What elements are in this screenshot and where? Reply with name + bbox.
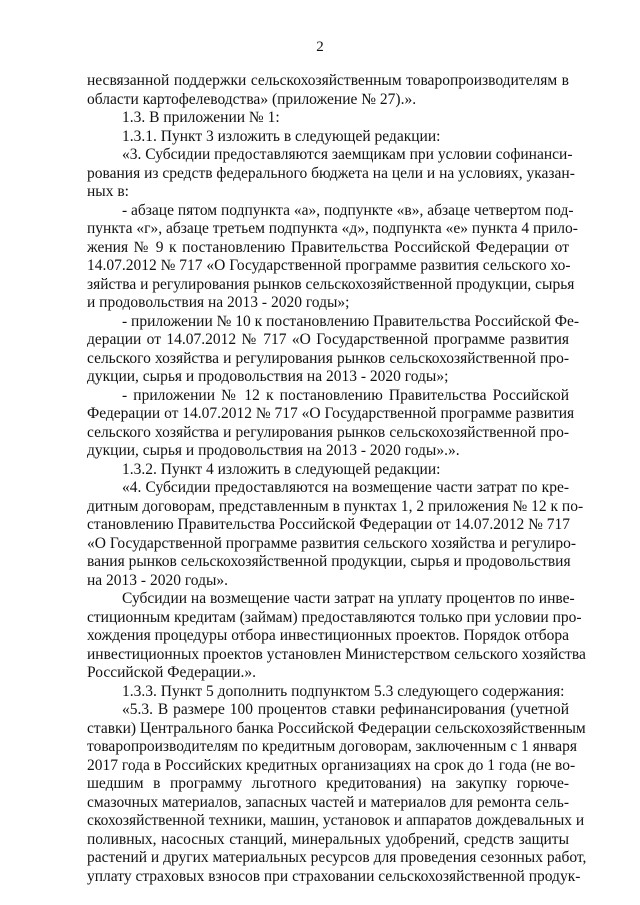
text-line: ных в: xyxy=(87,183,129,200)
text-line: жения № 9 к постановлению Правительства Российской Федерации от xyxy=(87,238,569,256)
text-line: смазочных материалов, запасных частей и материалов для ремонта сель- xyxy=(87,793,569,811)
page-number: 2 xyxy=(316,39,324,55)
text-line: и продовольствия на 2013 - 2020 годы»; xyxy=(87,294,350,311)
text-line: 1.3.1. Пункт 3 изложить в следующей редакции: xyxy=(122,127,441,145)
text-line: несвязанной поддержки сельскохозяйственным товаропроизводителям в xyxy=(87,72,569,89)
text-line: 2017 года в Российских кредитных организациях на срок до 1 года (не во- xyxy=(87,756,576,774)
text-line: пункта «г», абзаце третьем подпункта «д», подпункта «е» пункта 4 прило- xyxy=(87,220,578,237)
text-line: стиционным кредитам (займам) предоставляются только при условии про- xyxy=(87,608,582,626)
text-line: дукции, сырья и продовольствия на 2013 - 2020 годы».». xyxy=(87,442,460,459)
text-line: сельского хозяйства и регулирования рынков сельскохозяйственной про- xyxy=(87,349,569,367)
text-line: 14.07.2012 № 717 «О Государственной программе развития сельского хо- xyxy=(87,257,571,274)
text-line: уплату страховых взносов при страховании сельскохозяйственной продук- xyxy=(87,867,581,885)
text-line: 1.3.2. Пункт 4 изложить в следующей редакции: xyxy=(122,460,441,478)
text-line: Российской Федерации.». xyxy=(87,664,256,681)
text-line: - приложении № 10 к постановлению Правительства Российской Фе- xyxy=(122,312,580,330)
document-body xyxy=(87,72,587,886)
text-line: на 2013 - 2020 годы». xyxy=(87,571,229,589)
text-line: инвестиционных проектов установлен Министерством сельского хозяйства xyxy=(87,645,586,663)
text-line: 1.3. В приложении № 1: xyxy=(122,109,280,126)
text-line: - абзаце пятом подпункта «а», подпункте «в», абзаце четвертом под- xyxy=(122,201,574,219)
text-line: растений и других материальных ресурсов для проведения сезонных работ, xyxy=(87,849,587,866)
text-line: товаропроизводителям по кредитным договорам, заключенным с 1 января xyxy=(87,738,577,755)
text-line: сельского хозяйства и регулирования рынков сельскохозяйственной про- xyxy=(87,423,569,441)
text-line: Федерации от 14.07.2012 № 717 «О Государственной программе развития xyxy=(87,405,575,422)
text-line: Субсидии на возмещение части затрат на уплату процентов по инве- xyxy=(122,590,575,607)
text-line: становлению Правительства Российской Федерации от 14.07.2012 № 717 xyxy=(87,516,571,533)
text-line: «4. Субсидии предоставляются на возмещение части затрат по кре- xyxy=(122,479,569,496)
text-line: дерации от 14.07.2012 № 717 «О Государственной программе развития xyxy=(87,331,569,348)
text-line: рования из средств федерального бюджета на цели и на условиях, указан- xyxy=(87,164,575,182)
text-line: шедшим в программу льготного кредитования) на закупку горюче- xyxy=(87,775,569,792)
text-line: скохозяйственной техники, машин, установок и аппаратов дождевальных и xyxy=(87,812,585,829)
text-line: «3. Субсидии предоставляются заемщикам при условии софинанси- xyxy=(122,146,573,163)
text-line: дукции, сырья и продовольствия на 2013 - 2020 годы»; xyxy=(87,368,449,385)
text-line: вания рынков сельскохозяйственной продукции, сырья и продовольствия xyxy=(87,553,571,570)
text-line: зяйства и регулирования рынков сельскохозяйственной продукции, сырья xyxy=(87,275,575,293)
text-line: «О Государственной программе развития сельского хозяйства и регулиро- xyxy=(87,534,576,552)
text-line: области картофелеводства» (приложение № 27).». xyxy=(87,90,417,108)
text-line: поливных, насосных станций, минеральных удобрений, средств защиты xyxy=(87,830,569,848)
text-line: «5.3. В размере 100 процентов ставки рефинансирования (учетной xyxy=(122,701,569,718)
text-line: 1.3.3. Пункт 5 дополнить подпунктом 5.3 следующего содержания: xyxy=(122,682,565,700)
text-line: ставки) Центрального банка Российской Федерации сельскохозяйственным xyxy=(87,719,586,737)
text-line: - приложении № 12 к постановлению Правительства Российской xyxy=(122,386,569,404)
text-line: хождения процедуры отбора инвестиционных проектов. Порядок отбора xyxy=(87,627,569,644)
text-line: дитным договорам, представленным в пунктах 1, 2 приложения № 12 к по- xyxy=(87,497,584,515)
